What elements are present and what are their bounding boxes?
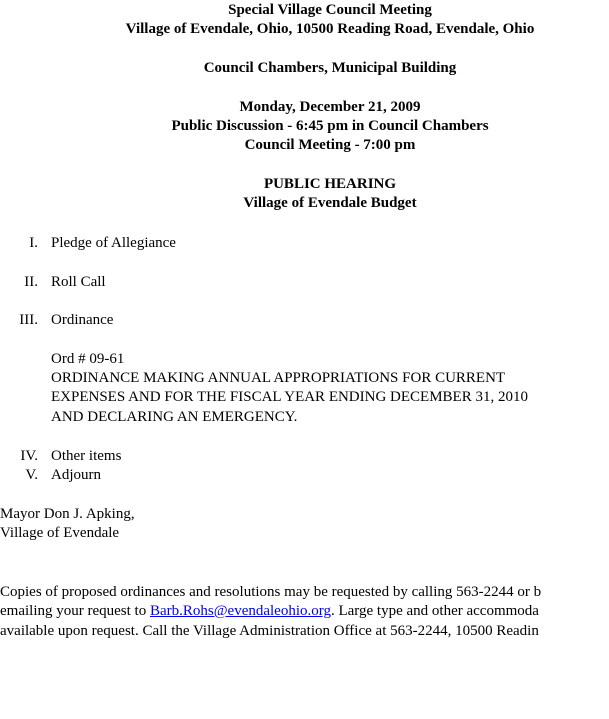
ordinance-number: Ord # 09-61 [51,351,125,367]
public-hearing-subject: Village of Evendale Budget [243,195,417,211]
agenda-numeral: III. [19,312,38,328]
email-link[interactable]: Barb.Rohs@evendaleohio.org [149,603,331,619]
signature-org: Village of Evendale [0,525,120,541]
ordinance-text-line: ORDINANCE MAKING ANNUAL APPROPRIATIONS FOR CURRENT [51,370,506,386]
ordinance-text-line: AND DECLARING AN EMERGENCY. [51,409,298,425]
agenda-numeral: I. [29,235,38,251]
council-meeting-time: Council Meeting - 7:00 pm [244,137,416,153]
agenda-item-pledge: Pledge of Allegiance [51,235,176,251]
public-discussion-time: Public Discussion - 6:45 pm in Council Chambers [171,118,489,134]
footer-text: emailing your request to [0,603,150,619]
agenda-item-roll-call: Roll Call [51,274,106,290]
ordinance-text-line: EXPENSES AND FOR THE FISCAL YEAR ENDING DECEMBER 31, 2010 [51,389,528,405]
agenda-numeral: II. [24,274,38,290]
meeting-address: Village of Evendale, Ohio, 10500 Reading Road, Evendale, Ohio [125,21,535,37]
footer-text: . Large type and other accommoda [330,603,539,619]
public-hearing-heading: PUBLIC HEARING [263,176,397,192]
footer-line: available upon request. Call the Village Administration Office at 563-2244, 10500 Readin [0,623,539,639]
footer-line: Copies of proposed ordinances and resolutions may be requested by calling 563-2244 or b [0,584,542,600]
agenda-numeral: IV. [20,448,38,464]
agenda-item-ordinance: Ordinance [51,312,114,328]
meeting-location: Council Chambers, Municipal Building [203,60,457,76]
agenda-item-other: Other items [51,448,122,464]
agenda-numeral: V. [25,467,38,483]
meeting-title: Special Village Council Meeting [228,2,432,18]
footer-line [0,602,539,621]
meeting-date: Monday, December 21, 2009 [239,99,421,115]
signature-name: Mayor Don J. Apking, [0,506,135,522]
agenda-item-adjourn: Adjourn [51,467,101,483]
